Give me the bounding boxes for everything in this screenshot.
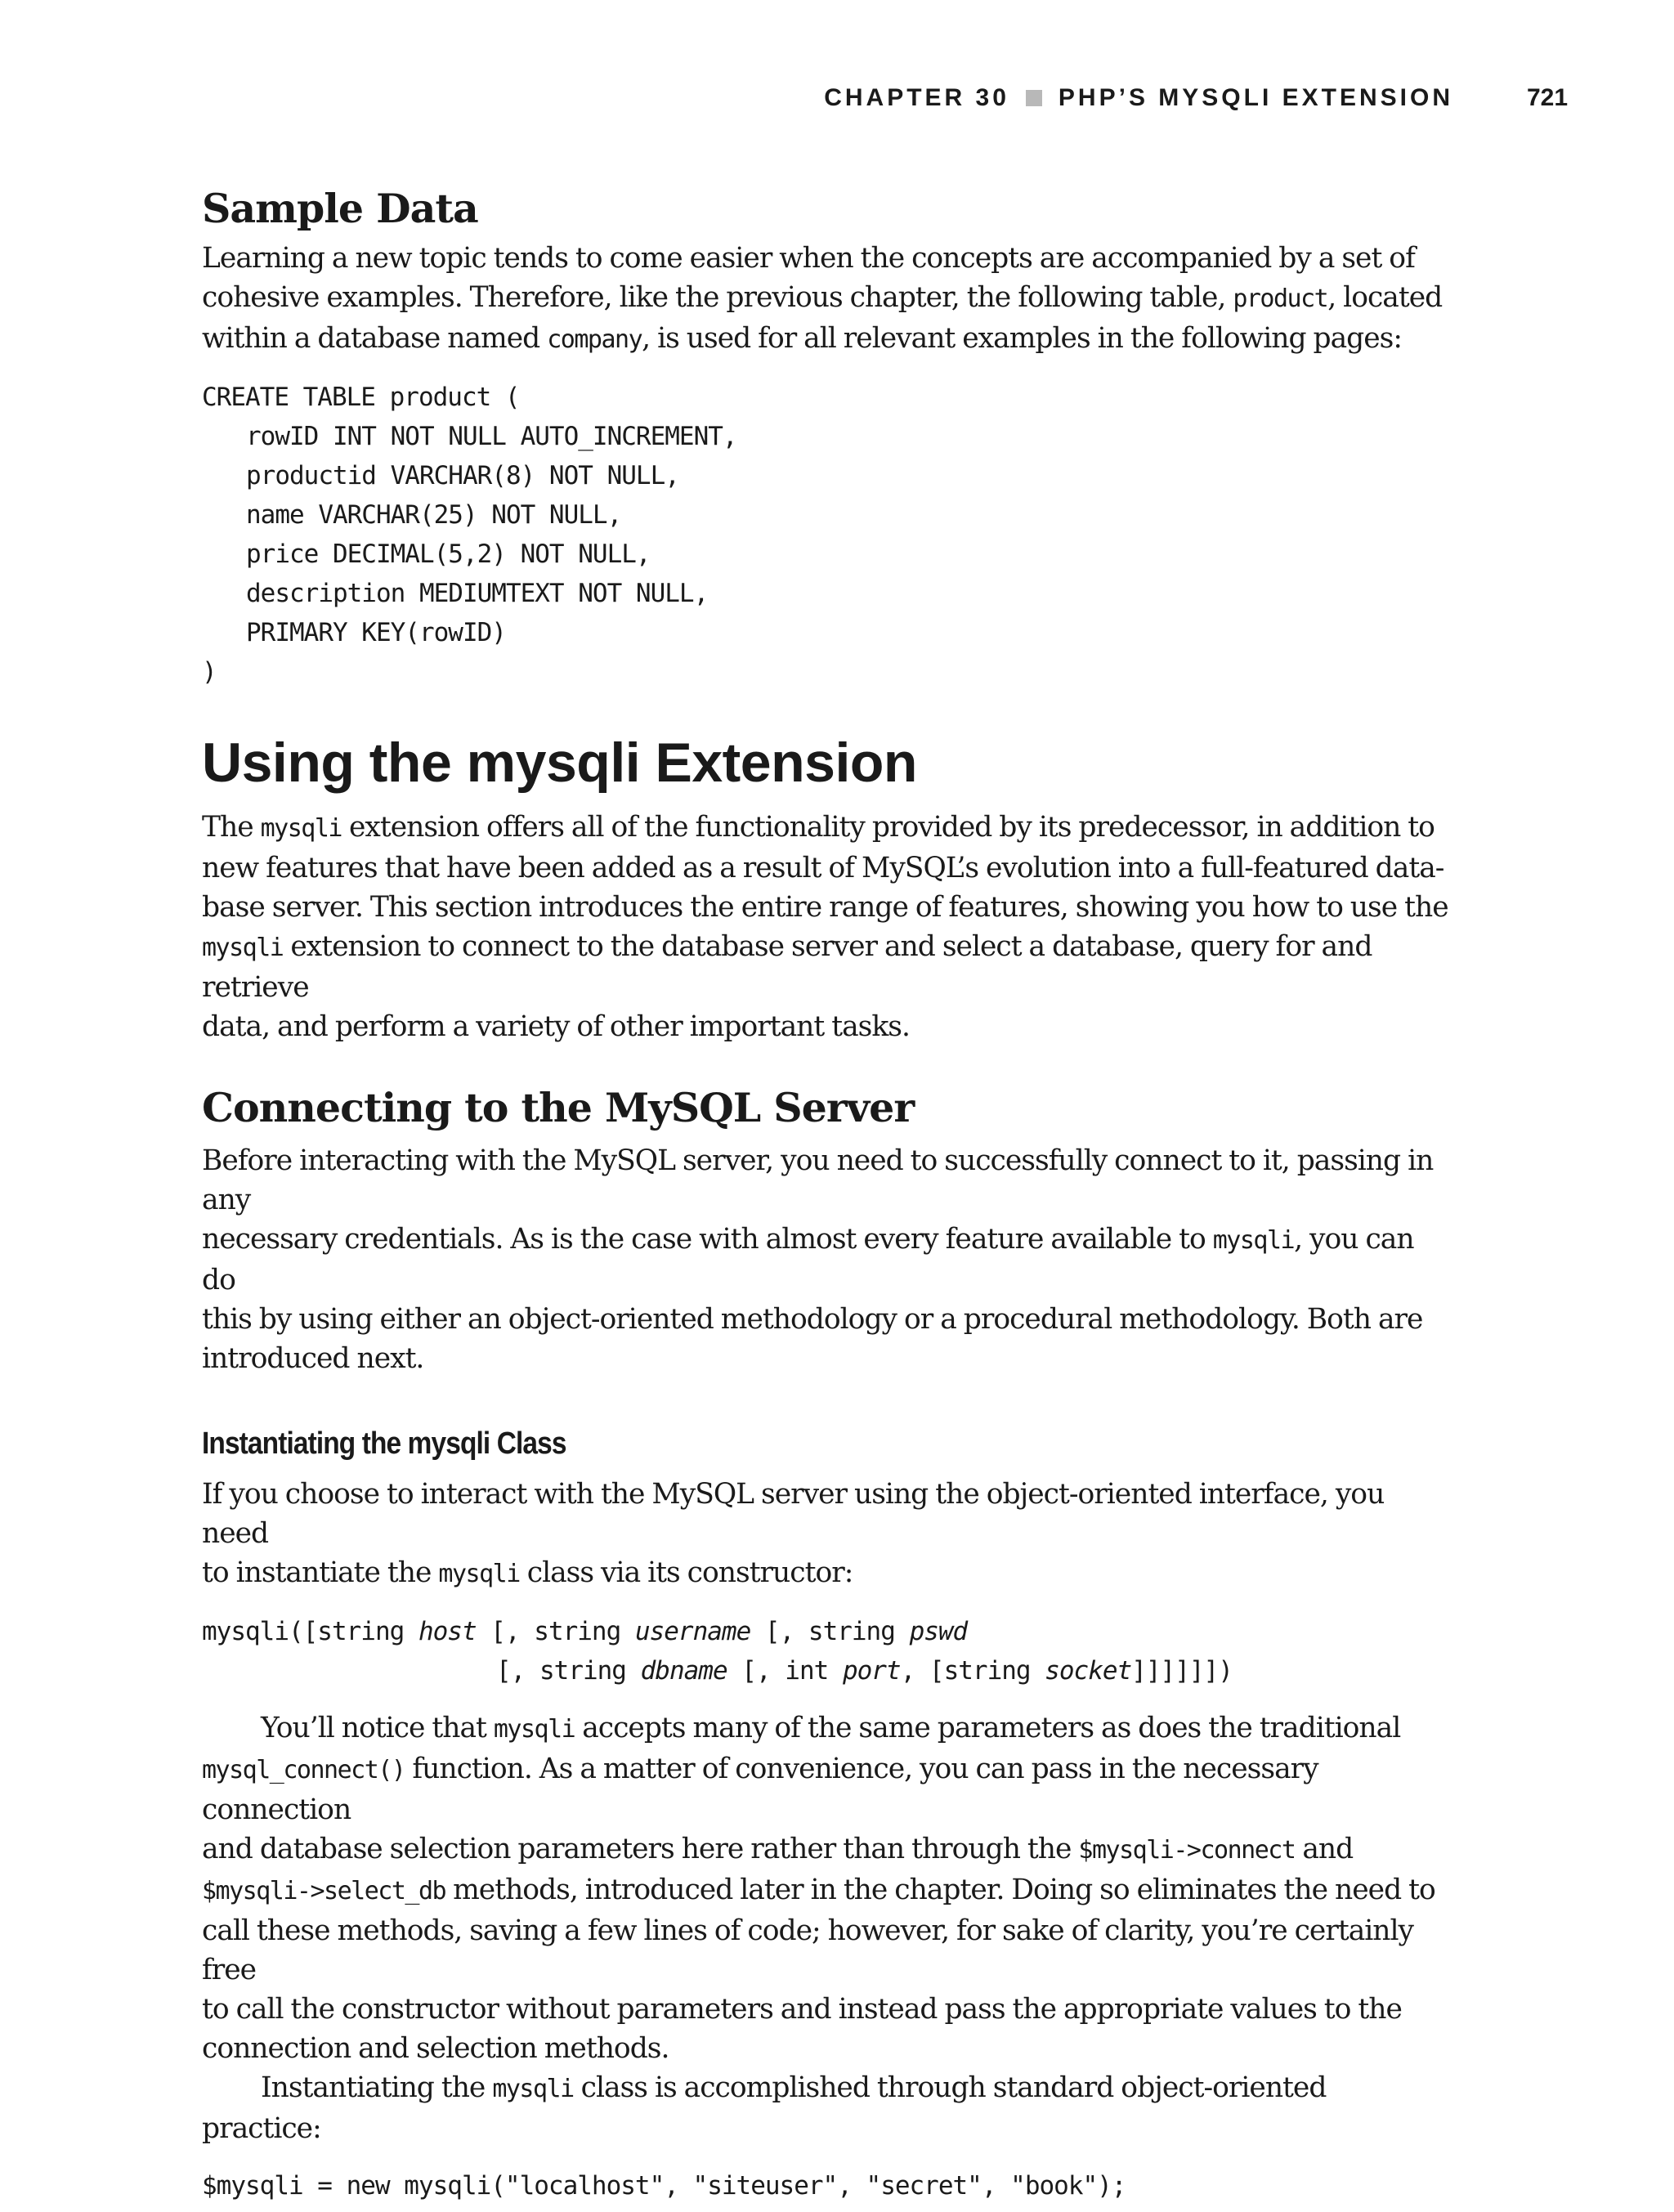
code-line: ) — [202, 657, 217, 687]
text-line: Before interacting with the MySQL server, you need to successfully connect to it, passing in any — [202, 1144, 1434, 1216]
code-line: price DECIMAL(5,2) NOT NULL, — [246, 540, 651, 569]
text-line: If you choose to interact with the MySQL server using the object-oriented interface, you need — [202, 1478, 1385, 1550]
code-line: productid VARCHAR(8) NOT NULL, — [246, 461, 679, 490]
text-line: data, and perform a variety of other important tasks. — [202, 1010, 910, 1043]
text-line: and — [1302, 1833, 1354, 1865]
code-param: host — [418, 1617, 477, 1646]
using-mysqli-paragraph — [202, 808, 1452, 1046]
sample-data-heading: Sample Data — [202, 185, 478, 232]
code-line: description MEDIUMTEXT NOT NULL, — [246, 579, 709, 608]
code-token: [, string — [496, 1656, 641, 1686]
text-line: , located — [1327, 281, 1443, 314]
text-line: , is used for all relevant examples in the following pages: — [642, 322, 1403, 355]
text-line: this by using either an object-oriented methodology or a procedural methodology. Both are — [202, 1303, 1423, 1336]
code-line: PRIMARY KEY(rowID) — [246, 618, 506, 647]
code-param: socket — [1045, 1656, 1132, 1686]
inline-code: mysql_connect() — [202, 1756, 405, 1784]
code-token: [, int — [727, 1656, 843, 1686]
text-line: extension offers all of the functionality provided by its predecessor, in addition to — [348, 811, 1435, 844]
code-line: $mysqli = new mysqli("localhost", "siteuser", "secret", "book"); — [202, 2171, 1126, 2201]
text-line: Instantiating the — [261, 2071, 486, 2104]
code-token: [, string — [476, 1617, 635, 1646]
text-line: Learning a new topic tends to come easier when the concepts are accompanied by a set of — [202, 242, 1415, 275]
code-param: pswd — [909, 1617, 968, 1646]
create-table-code-block — [202, 378, 1452, 692]
code-token: ]]]]]]) — [1131, 1656, 1233, 1686]
text-line: function. As a matter of convenience, you can pass in the necessary connection — [202, 1753, 1318, 1826]
code-token: , [string — [900, 1656, 1045, 1686]
code-param: dbname — [640, 1656, 727, 1686]
running-header-title — [824, 80, 1453, 116]
code-line: CREATE TABLE product ( — [202, 383, 520, 412]
inline-code: mysqli — [202, 934, 284, 962]
inline-code: $mysqli->connect — [1078, 1836, 1296, 1865]
text-line: connection and selection methods. — [202, 2032, 669, 2065]
instantiating-heading: Instantiating the mysqli Class — [202, 1426, 566, 1461]
inline-code: mysqli — [438, 1560, 520, 1588]
code-param: port — [842, 1656, 901, 1686]
instantiating-paragraph-2 — [202, 1708, 1452, 2068]
code-line — [202, 1651, 1452, 1690]
inline-code: mysqli — [260, 814, 342, 843]
text-line: cohesive examples. Therefore, like the previous chapter, the following table, — [202, 281, 1226, 314]
instantiation-example-code — [202, 2166, 1452, 2205]
code-token: mysqli([string — [202, 1617, 418, 1646]
text-line: , you can do — [202, 1223, 1414, 1296]
inline-code: product — [1233, 284, 1328, 313]
text-line: call these methods, saving a few lines of code; however, for sake of clarity, you’re certainly free — [202, 1914, 1414, 1986]
text-line: new features that have been added as a result of MySQL’s evolution into a full-featured data- — [202, 852, 1444, 884]
chapter-label: CHAPTER 30 — [824, 84, 1009, 111]
code-token: [, string — [750, 1617, 910, 1646]
text-line: You’ll notice that — [261, 1712, 486, 1744]
instantiating-paragraph-1 — [202, 1475, 1452, 1594]
text-line: introduced next. — [202, 1342, 424, 1375]
code-param: username — [634, 1617, 751, 1646]
text-line: necessary credentials. As is the case with almost every feature available to — [202, 1223, 1206, 1256]
text-line: and database selection parameters here rather than through the — [202, 1833, 1072, 1865]
constructor-signature-code — [202, 1612, 1452, 1690]
code-line: rowID INT NOT NULL AUTO_INCREMENT, — [246, 422, 737, 451]
text-line: to call the constructor without parameters and instead pass the appropriate values to the — [202, 1993, 1402, 2026]
text-line: to instantiate the — [202, 1556, 432, 1589]
text-line: within a database named — [202, 322, 540, 355]
page-content — [202, 180, 1452, 2205]
separator-square-icon — [1026, 90, 1042, 106]
sample-data-paragraph — [202, 239, 1452, 360]
text-line: methods, introduced later in the chapter. Doing so eliminates the need to — [453, 1874, 1435, 1906]
text-line: class via its constructor: — [526, 1556, 853, 1589]
chapter-title: PHP’S MYSQLI EXTENSION — [1058, 84, 1453, 111]
code-line: name VARCHAR(25) NOT NULL, — [246, 500, 622, 530]
page-number: 721 — [1527, 84, 1569, 111]
text-line: extension to connect to the database server and select a database, query for and retrieve — [202, 930, 1372, 1004]
inline-code: mysqli — [1212, 1226, 1295, 1255]
running-header — [0, 80, 1674, 116]
text-line: class is accomplished through standard object-oriented practice: — [202, 2071, 1327, 2145]
text-line: The — [202, 811, 253, 844]
inline-code: $mysqli->select_db — [202, 1877, 446, 1905]
inline-code: mysqli — [493, 1715, 575, 1744]
inline-code: mysqli — [492, 2075, 574, 2103]
code-line — [202, 1612, 1452, 1651]
inline-code: company — [547, 325, 642, 354]
text-line: base server. This section introduces the entire range of features, showing you how to use the — [202, 891, 1448, 924]
connecting-heading: Connecting to the MySQL Server — [202, 1084, 915, 1131]
using-mysqli-heading: Using the mysqli Extension — [202, 732, 917, 794]
text-line: accepts many of the same parameters as does the traditional — [582, 1712, 1401, 1744]
instantiating-paragraph-3 — [202, 2068, 1452, 2148]
connecting-paragraph — [202, 1141, 1452, 1378]
